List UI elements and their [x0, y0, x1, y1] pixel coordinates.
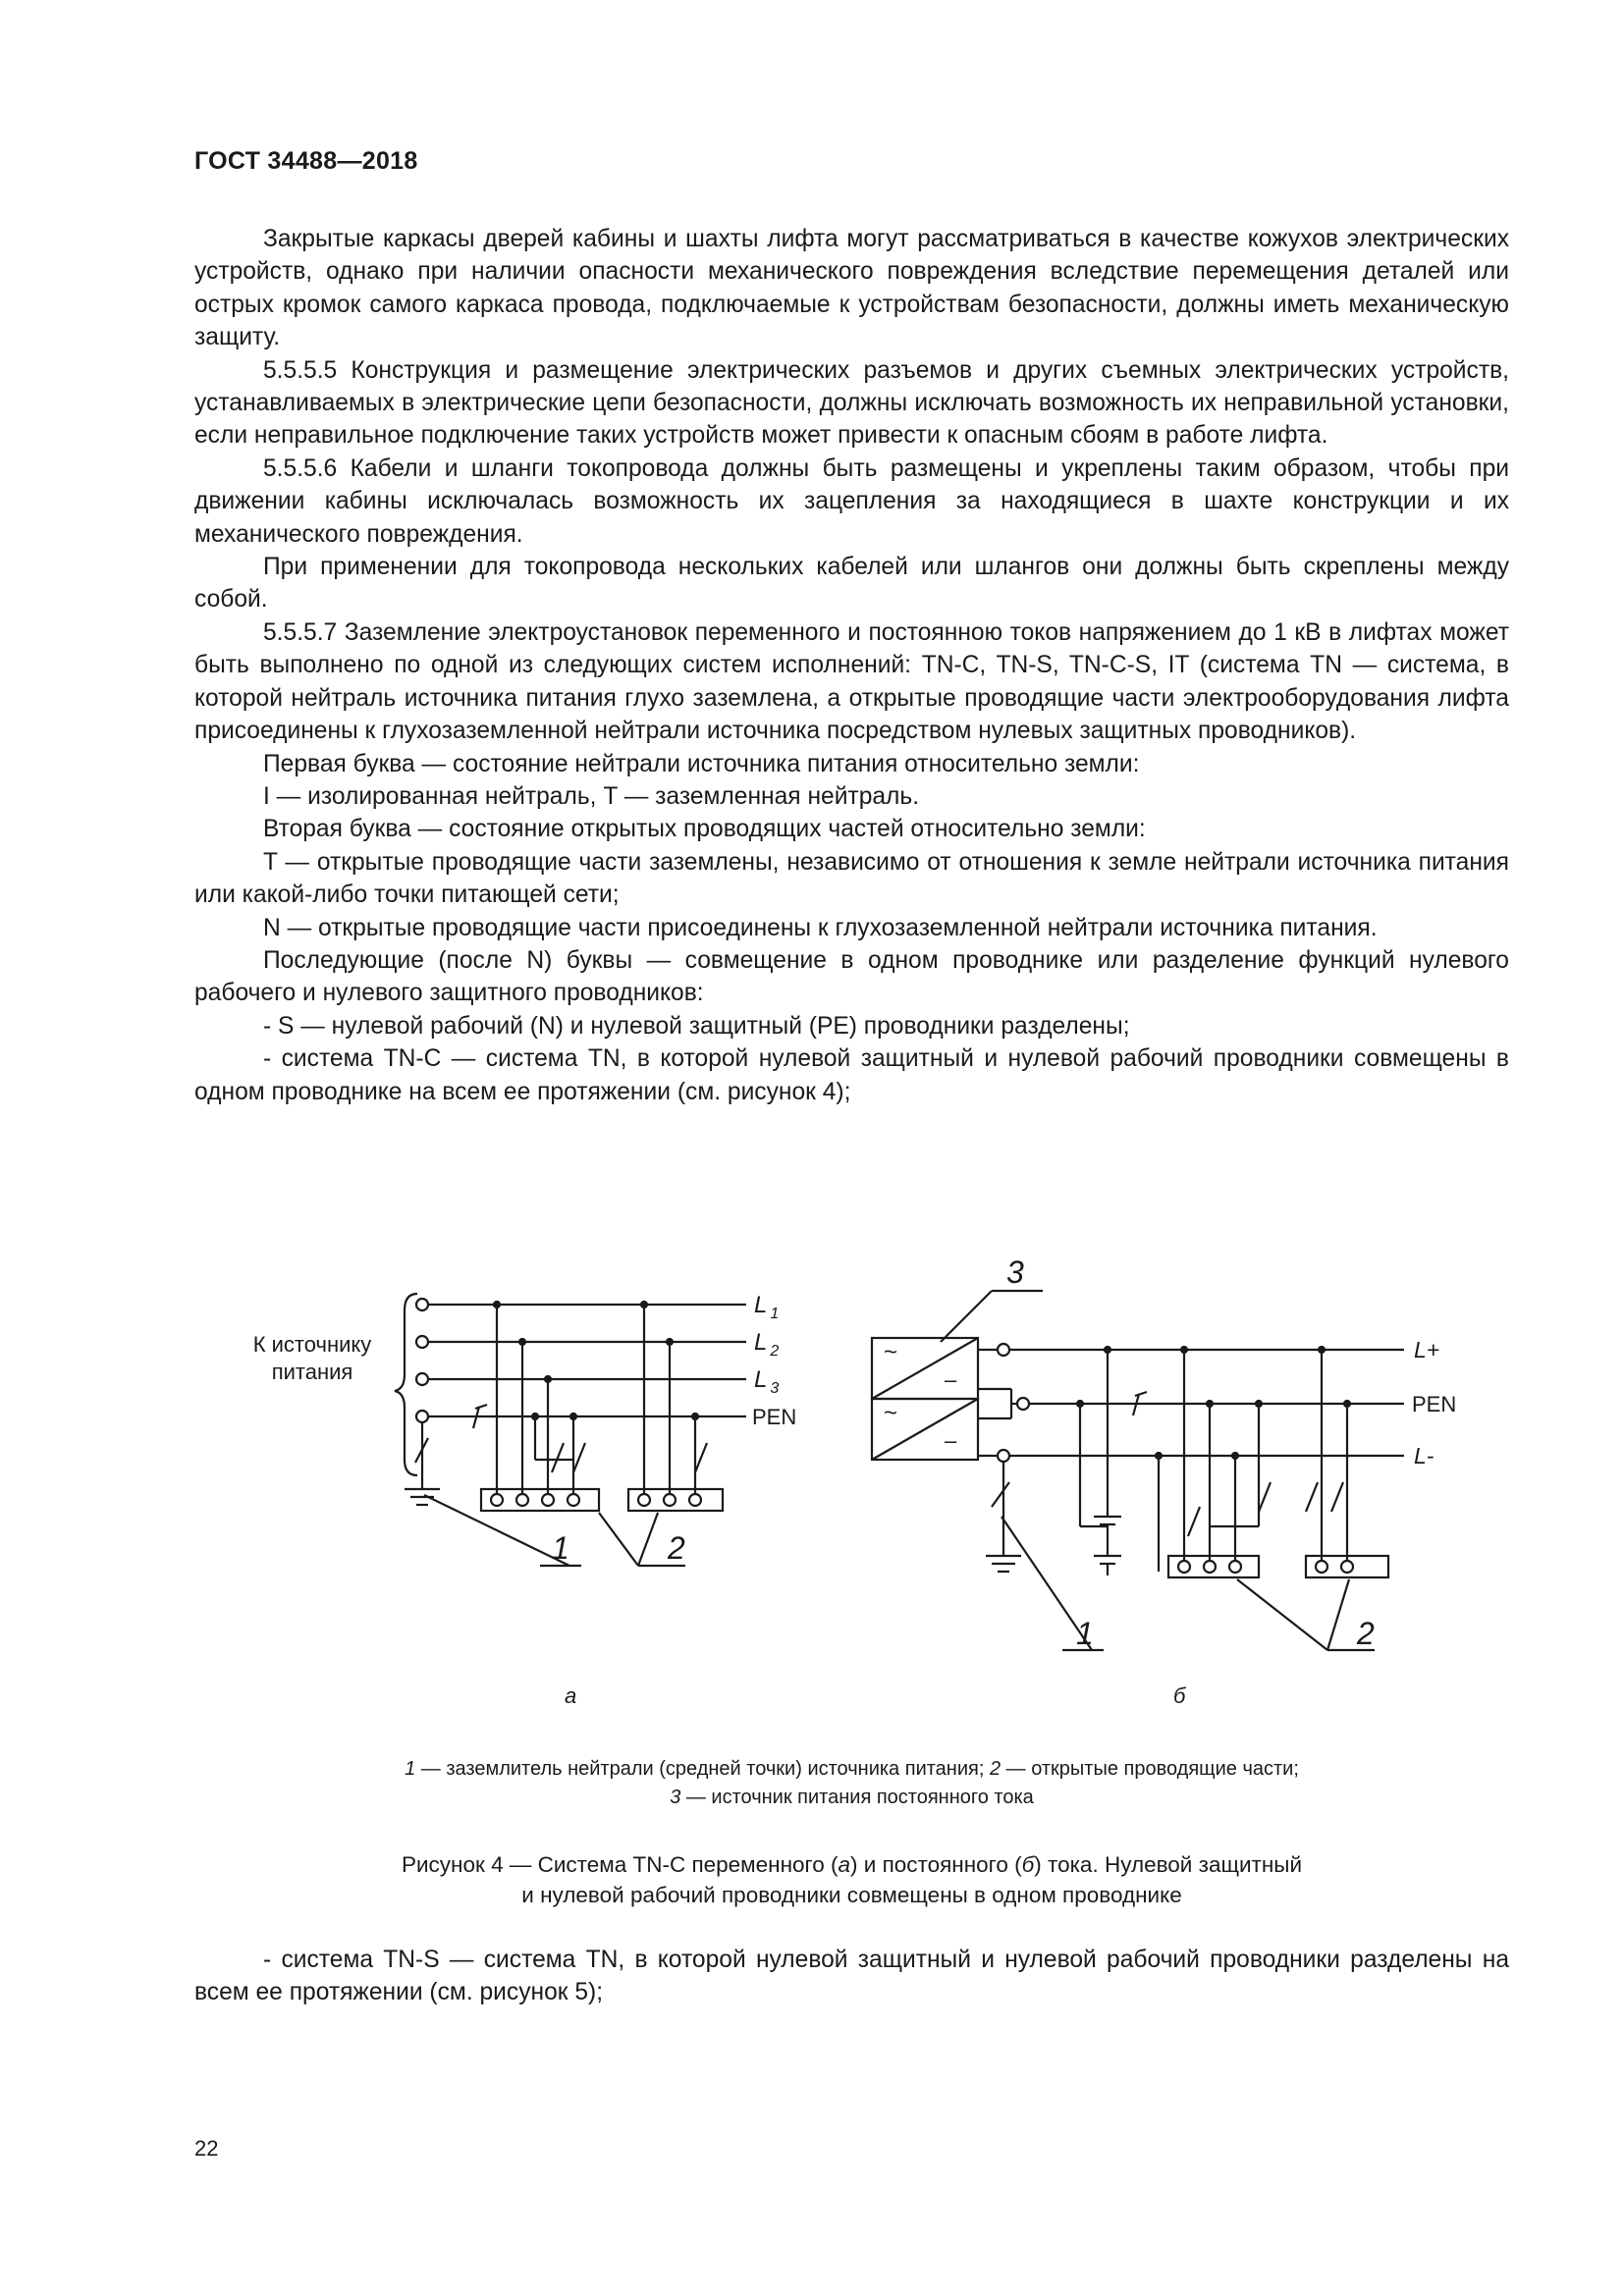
figure-4 — [216, 1232, 1522, 1772]
callout-3: 3 — [1006, 1255, 1024, 1290]
document-header: ГОСТ 34488—2018 — [194, 147, 418, 175]
paragraph: T — открытые проводящие части заземлены, независимо от отношения к земле нейтрали источника питания или какой-либо точки питающей сети; — [194, 848, 1509, 909]
terminal-l2 — [416, 1336, 428, 1348]
paragraph: Последующие (после N) буквы — совмещение в одном проводнике или разделение функций нулевого рабочего и нулевого защитного проводников: — [194, 946, 1509, 1007]
callout-line-2a — [599, 1513, 638, 1566]
callout-1-dc: 1 — [1076, 1616, 1094, 1651]
callout-1: 1 — [552, 1530, 569, 1566]
figure-legend: 1 — заземлитель нейтрали (средней точки) источника питания; 2 — открытые проводящие части; 3 — источник питания постоянного тока — [405, 1758, 1299, 1808]
sublabel-a: а — [565, 1683, 577, 1708]
paragraph: I — изолированная нейтраль, T — заземленная нейтраль. — [263, 782, 920, 810]
tn-c-diagram — [216, 1232, 1522, 1772]
paragraph: 5.5.5.6 Кабели и шланги токопровода должны быть размещены и укреплены таким образом, чтобы при движении кабины исключалась возможность их зацепления за находящиеся в шахте конструкции и их механического повреждения. — [194, 454, 1509, 548]
label-l3: L $_3$ — [754, 1366, 780, 1397]
paragraph: Вторая буква — состояние открытых проводящих частей относительно земли: — [263, 816, 1146, 843]
callout-2: 2 — [668, 1530, 685, 1566]
tilde-symbol: ~ — [884, 1339, 898, 1365]
terminal-pen — [416, 1411, 428, 1422]
list-item: - система TN-S — система TN, в которой нулевой защитный и нулевой рабочий проводники разделены на всем ее протяжении (см. рисунок 5); — [194, 1947, 1509, 2006]
callout-line-2b — [638, 1513, 658, 1566]
callout-line-2a-dc — [1237, 1579, 1327, 1650]
source-label: питания — [271, 1360, 353, 1384]
minus-symbol: – — [945, 1367, 957, 1392]
label-pen: PEN — [752, 1405, 797, 1429]
page-number: 22 — [194, 2136, 219, 2161]
terminal-l3 — [416, 1373, 428, 1385]
tilde-symbol: ~ — [884, 1400, 898, 1426]
label-l-minus: L- — [1414, 1443, 1435, 1468]
callout-2-dc: 2 — [1357, 1616, 1375, 1651]
callout-line-2b-dc — [1327, 1579, 1349, 1650]
body-text-after-figure — [194, 1944, 1509, 2009]
list-item: - S — нулевой рабочий (N) и нулевой защитный (PE) проводники разделены; — [263, 1012, 1130, 1040]
paragraph: Закрытые каркасы дверей кабины и шахты лифта могут рассматриваться в качестве кожухов электрических устройств, однако при наличии опасности механического повреждения вследствие перемещения деталей или острых кромок самого каркаса провода, подключаемые к устройствам безопасности, должны иметь механическую защиту. — [194, 226, 1509, 351]
body-text — [194, 223, 1509, 1108]
paragraph: При применении для токопровода нескольких кабелей или шлангов они должны быть скреплены между собой. — [194, 554, 1509, 614]
sublabel-b: б — [1173, 1683, 1186, 1708]
paragraph: N — открытые проводящие части присоединены к глухозаземленной нейтрали источника питания. — [263, 914, 1378, 941]
paragraph: 5.5.5.7 Заземление электроустановок переменного и постоянною токов напряжением до 1 кВ в лифтах может быть выполнено по одной из следующих систем исполнений: TN-C, TN-S, TN-C-S, IT (система TN — система, в которой нейтраль источника питания глухо заземлена, а открытые проводящие части электрооборудования лифта присоединены к глухозаземленной нейтрали источника посредством нулевых защитных проводников). — [194, 618, 1509, 745]
paragraph: 5.5.5.5 Конструкция и размещение электрических разъемов и других съемных электрических устройств, устанавливаемых в электрические цепи безопасности, должны исключать возможность их неправильной установки, если неправильное подключение таких устройств может привести к опасным сбоям в работе лифта. — [194, 356, 1509, 450]
label-l-plus: L+ — [1414, 1337, 1440, 1362]
figure-caption: Рисунок 4 — Система TN-C переменного (а) и постоянного (б) тока. Нулевой защитный и нулевой рабочий проводники совмещены в одном проводнике — [401, 1852, 1303, 1907]
terminal-l1 — [416, 1299, 428, 1310]
label-pen-dc: PEN — [1412, 1392, 1457, 1416]
source-label: К источнику — [252, 1332, 372, 1357]
list-item: - система TN-C — система TN, в которой нулевой защитный и нулевой рабочий проводники совмещены в одном проводнике на всем ее протяжении (см. рисунок 4); — [194, 1045, 1509, 1105]
callout-line-3 — [941, 1291, 992, 1342]
label-l2: L $_2$ — [754, 1329, 780, 1360]
label-l1: L $_1$ — [754, 1292, 780, 1322]
source-brace — [395, 1294, 417, 1475]
paragraph: Первая буква — состояние нейтрали источника питания относительно земли: — [263, 750, 1140, 777]
minus-symbol: – — [945, 1428, 957, 1453]
